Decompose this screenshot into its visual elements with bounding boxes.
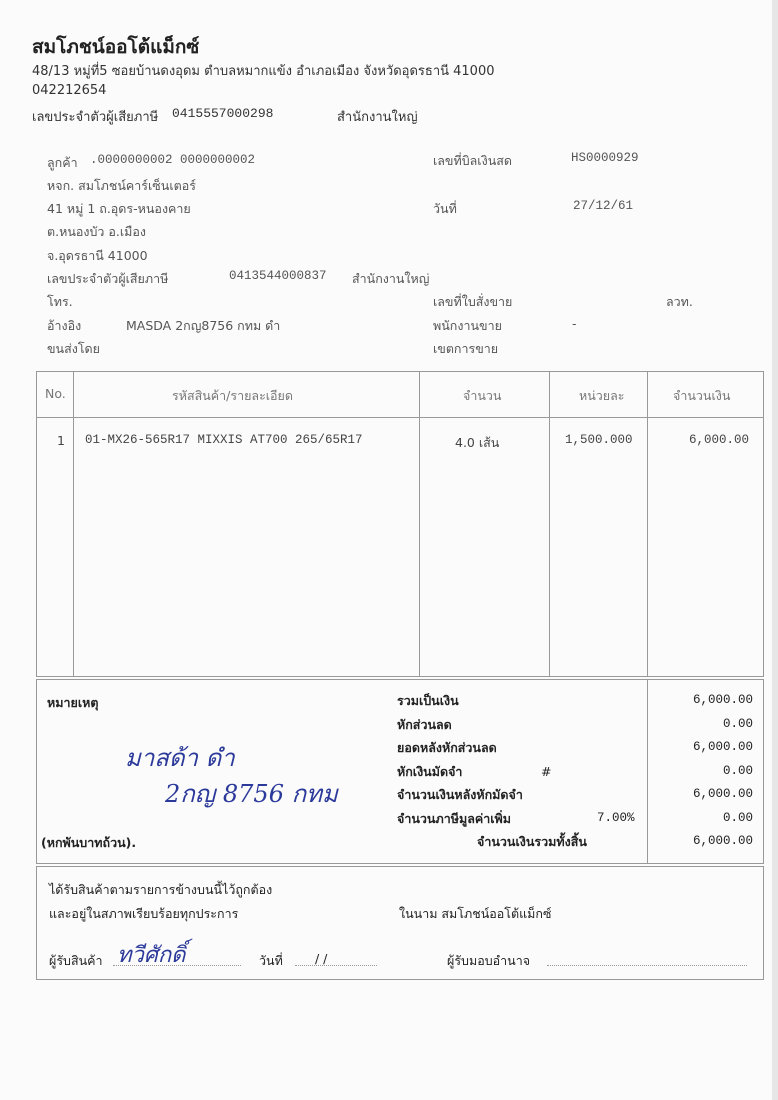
row-1-unit-price: 1,500.000	[565, 433, 633, 447]
deposit-value: 0.00	[722, 764, 753, 778]
row-1-quantity: 4.0 เส้น	[455, 435, 500, 450]
deposit-label: หักเงินมัดจำ	[397, 764, 463, 779]
page-edge-shadow	[772, 0, 778, 1100]
grand-total-value: 6,000.00	[692, 834, 753, 848]
row-1-description: 01-MX26-565R17 MIXXIS AT700 265/65R17	[85, 433, 363, 447]
company-address: 48/13 หมู่ที่5 ซอยบ้านดงอุดม ตำบลหมากแข้ง อำเภอเมือง จังหวัดอุดรธานี 41000	[32, 64, 495, 79]
sales-order-right: ลวท.	[666, 294, 693, 309]
customer-tax-id: 0413544000837	[229, 269, 327, 283]
date-label: วันที่	[433, 201, 457, 216]
after-discount-label: ยอดหลังหักส่วนลด	[397, 740, 497, 755]
row-1-no: 1	[57, 433, 65, 448]
date-line	[295, 965, 377, 966]
header-no: No.	[45, 386, 66, 401]
vat-label: จำนวนภาษีมูลค่าเพิ่ม	[397, 811, 511, 826]
header-amount: จำนวนเงิน	[673, 388, 731, 403]
header-unit-price: หน่วยละ	[579, 388, 625, 403]
received-text-1: ได้รับสินค้าตามรายการข้างบนนี้ไว้ถูกต้อง	[49, 882, 273, 897]
header-quantity: จำนวน	[463, 388, 502, 403]
customer-label: ลูกค้า	[47, 155, 78, 170]
footer-date-label: วันที่	[259, 953, 283, 968]
receiver-sign-line	[113, 965, 241, 966]
summary-divider	[647, 680, 648, 863]
summary-box	[36, 679, 764, 864]
subtotal-label: รวมเป็นเงิน	[397, 693, 459, 708]
receiver-signature: ทวีศักดิ์	[117, 943, 186, 968]
grand-total-label: จำนวนเงินรวมทั้งสิ้น	[477, 834, 587, 849]
discount-label: หักส่วนลด	[397, 717, 452, 732]
sales-order-label: เลขที่ใบสั่งขาย	[433, 294, 513, 309]
company-branch: สำนักงานใหญ่	[337, 110, 418, 125]
company-tax-id: 0415557000298	[172, 106, 274, 121]
customer-codes: .0000000002 0000000002	[90, 153, 256, 167]
authorized-label: ผู้รับมอบอำนาจ	[447, 953, 531, 968]
bill-number-label: เลขที่บิลเงินสด	[433, 153, 512, 168]
bill-date: 27/12/61	[573, 199, 634, 213]
header-divider	[37, 417, 763, 418]
after-deposit-label: จำนวนเงินหลังหักมัดจำ	[397, 787, 523, 802]
customer-name: หจก. สมโภชน์คาร์เซ็นเตอร์	[47, 178, 196, 193]
after-discount-value: 6,000.00	[692, 740, 753, 754]
company-phone: 042212654	[32, 83, 107, 98]
remark-label: หมายเหตุ	[47, 695, 99, 710]
company-tax-label: เลขประจำตัวผู้เสียภาษี	[32, 110, 159, 125]
customer-branch: สำนักงานใหญ่	[352, 271, 430, 286]
reference-value: MASDA 2กญ8756 กทม ดำ	[126, 318, 281, 333]
handwritten-note-2: 2กญ 8756 กทม	[165, 780, 338, 808]
receiver-label: ผู้รับสินค้า	[49, 953, 103, 968]
vat-value: 0.00	[722, 811, 753, 825]
bill-number: HS0000929	[571, 151, 639, 165]
after-deposit-value: 6,000.00	[692, 787, 753, 801]
shipping-label: ขนส่งโดย	[47, 341, 100, 356]
deposit-marker: #	[541, 764, 552, 779]
items-table	[36, 371, 764, 677]
received-text-2: และอยู่ในสภาพเรียบร้อยทุกประการ	[49, 906, 239, 921]
discount-value: 0.00	[722, 717, 753, 731]
reference-label: อ้างอิง	[47, 318, 82, 333]
amount-in-words: (หกพันบาทถ้วน).	[41, 835, 137, 850]
salesperson-label: พนักงานขาย	[433, 318, 502, 333]
customer-address-1: 41 หมู่ 1 ถ.อุดร-หนองคาย	[47, 201, 191, 216]
sales-area-label: เขตการขาย	[433, 341, 499, 356]
customer-address-2: ต.หนองบัว อ.เมือง	[47, 224, 147, 239]
customer-address-3: จ.อุดรธานี 41000	[47, 248, 148, 263]
salesperson-value: -	[572, 316, 577, 331]
signature-box	[36, 866, 764, 980]
company-name: สมโภชน์ออโต้แม็กซ์	[32, 36, 200, 58]
customer-tax-label: เลขประจำตัวผู้เสียภาษี	[47, 271, 169, 286]
header-description: รหัสสินค้า/รายละเอียด	[172, 388, 294, 403]
authorized-sign-line	[547, 965, 747, 966]
customer-phone-label: โทร.	[47, 294, 73, 309]
on-behalf-text: ในนาม สมโภชน์ออโต้แม็กซ์	[399, 906, 552, 921]
subtotal-value: 6,000.00	[692, 693, 753, 707]
vat-rate: 7.00%	[597, 811, 635, 825]
handwritten-note-1: มาสด้า ดำ	[125, 744, 235, 772]
footer-date-blank: / /	[315, 951, 328, 966]
row-1-amount: 6,000.00	[689, 433, 750, 447]
